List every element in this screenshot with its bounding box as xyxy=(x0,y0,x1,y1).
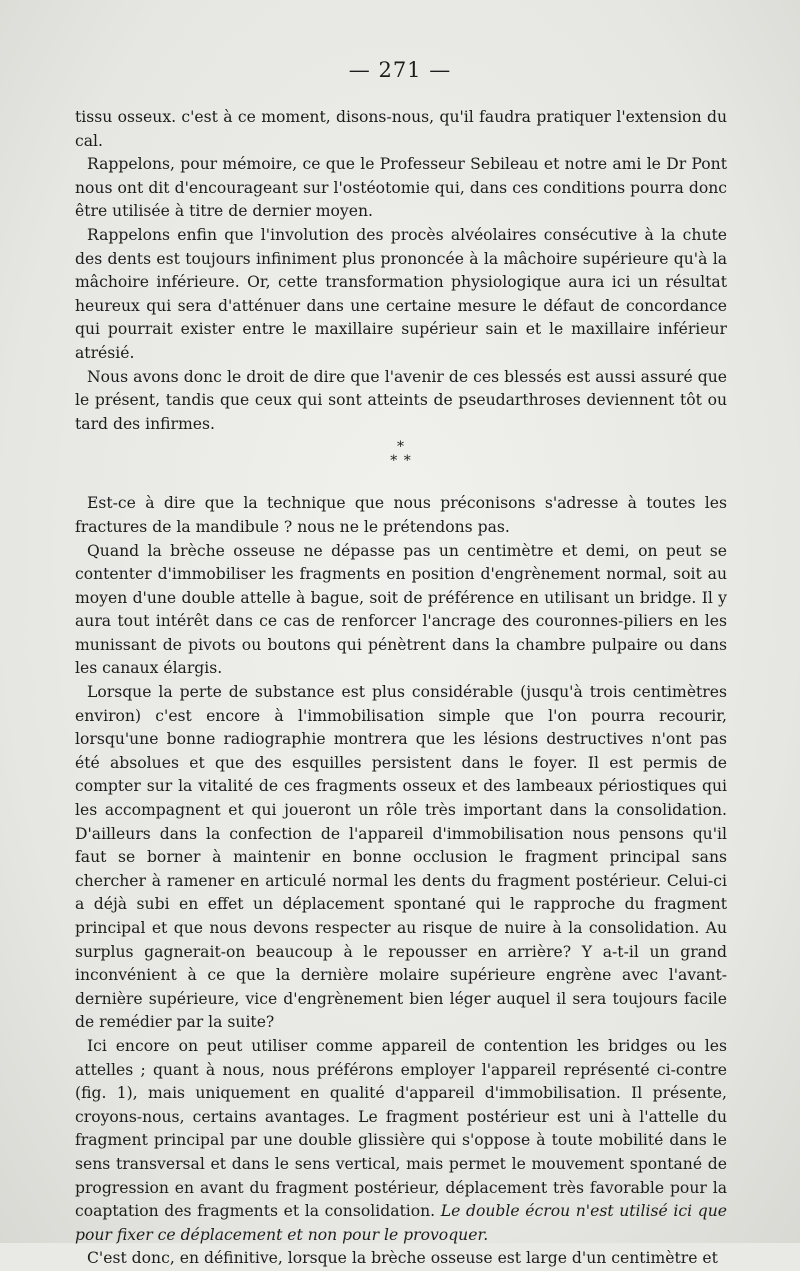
page-number: — 271 — xyxy=(348,58,452,82)
paragraph: tissu osseux. c'est à ce moment, disons-nous, qu'il faudra pratiquer l'extension du cal. xyxy=(75,108,727,150)
separator-asterisk-top: * xyxy=(397,439,405,456)
paragraph: Quand la brèche osseuse ne dépasse pas un centimètre et demi, on peut se contenter d'immobiliser les fragments en position d'engrènement normal, soit au moyen d'une double attelle à bague, soit de préférence en utilisant un bridge. Il y aura tout intérêt dans ce cas de renforcer l'ancrage des couronnes-piliers en les munissant de pivots ou boutons qui pénètrent dans la chambre pulpaire ou dans les canaux élargis. xyxy=(75,541,727,678)
italic-remark: Le double écrou n'est utilisé ici que pour fixer ce déplacement et non pour le provoquer. xyxy=(75,1202,727,1244)
paragraph: Nous avons donc le droit de dire que l'avenir de ces blessés est aussi assuré que le présent, tandis que ceux qui sont atteints de pseudarthroses deviennent tôt ou tard des infirmes. xyxy=(75,367,727,433)
separator-asterisks-bottom: * * xyxy=(390,453,412,470)
paragraph: Rappelons, pour mémoire, ce que le Professeur Sebileau et notre ami le Dr Pont nous ont dit d'encourageant sur l'ostéotomie qui, dans ces conditions pourra donc être utilisée à titre de dernier moyen. xyxy=(75,155,727,221)
paragraph: Lorsque la perte de substance est plus considérable (jusqu'à trois centimètres environ) c'est encore à l'immobilisation simple que l'on pourra recourir, lorsqu'une bonne radiographie montrera que les lésions destructives n'ont pas été absolues et que des esquilles persistent dans le foyer. Il est permis de compter sur la vitalité de ces fragments osseux et des lambeaux périostiques qui les accompagnent et qui joueront un rôle très important dans la consolidation. D'ailleurs dans la confection de l'appareil d'immobilisation nous pensons qu'il faut se borner à maintenir en bonne occlusion le fragment principal sans chercher à ramener en articulé normal les dents du fragment postérieur. Celui-ci a déjà subi en effet un déplacement spontané qui le rapproche du fragment principal et que nous devons respecter au risque de nuire à la consolidation. Au surplus gagnerait-on beaucoup à le repousser en arrière? Y a-t-il un grand inconvénient à ce que la dernière molaire supérieure engrène avec l'avant-dernière supérieure, vice d'engrènement bien léger auquel il sera toujours facile de remédier par la suite? xyxy=(75,683,727,1032)
paragraph xyxy=(75,1035,727,1247)
paragraph-text: Ici encore on peut utiliser comme appareil de contention les bridges ou les attelles ; quant à nous, nous préférons employer l'appareil représenté ci-contre (fig. 1), mais uniquement en qualité d'appareil d'immobilisation. Il présente, croyons-nous, certains avantages. Le fragment postérieur est uni à l'attelle du fragment principal par une double glissière qui s'oppose à toute mobilité dans le sens transversal et dans le sens vertical, mais permet le mouvement spontané de progression en avant du fragment postérieur, déplacement très favorable pour la coaptation des fragments et la consolidation. xyxy=(75,1036,727,1221)
section-separator xyxy=(75,440,727,468)
paragraph: C'est donc, en définitive, lorsque la brèche osseuse est large d'un centimètre et xyxy=(87,1249,718,1268)
paragraph: Est-ce à dire que la technique que nous préconisons s'adresse à toutes les fractures de la mandibule ? nous ne le prétendons pas. xyxy=(75,494,727,536)
body-text xyxy=(75,106,727,1271)
paragraph: Rappelons enfin que l'involution des procès alvéolaires consécutive à la chute des dents est toujours infiniment plus prononcée à la mâchoire supérieure qu'à la mâchoire inférieure. Or, cette transformation physiologique aura ici un résultat heureux qui sera d'atténuer dans une certaine mesure le défaut de concordance qui pourrait exister entre le maxillaire supérieur sain et le maxillaire inférieur atrésié. xyxy=(75,225,727,362)
